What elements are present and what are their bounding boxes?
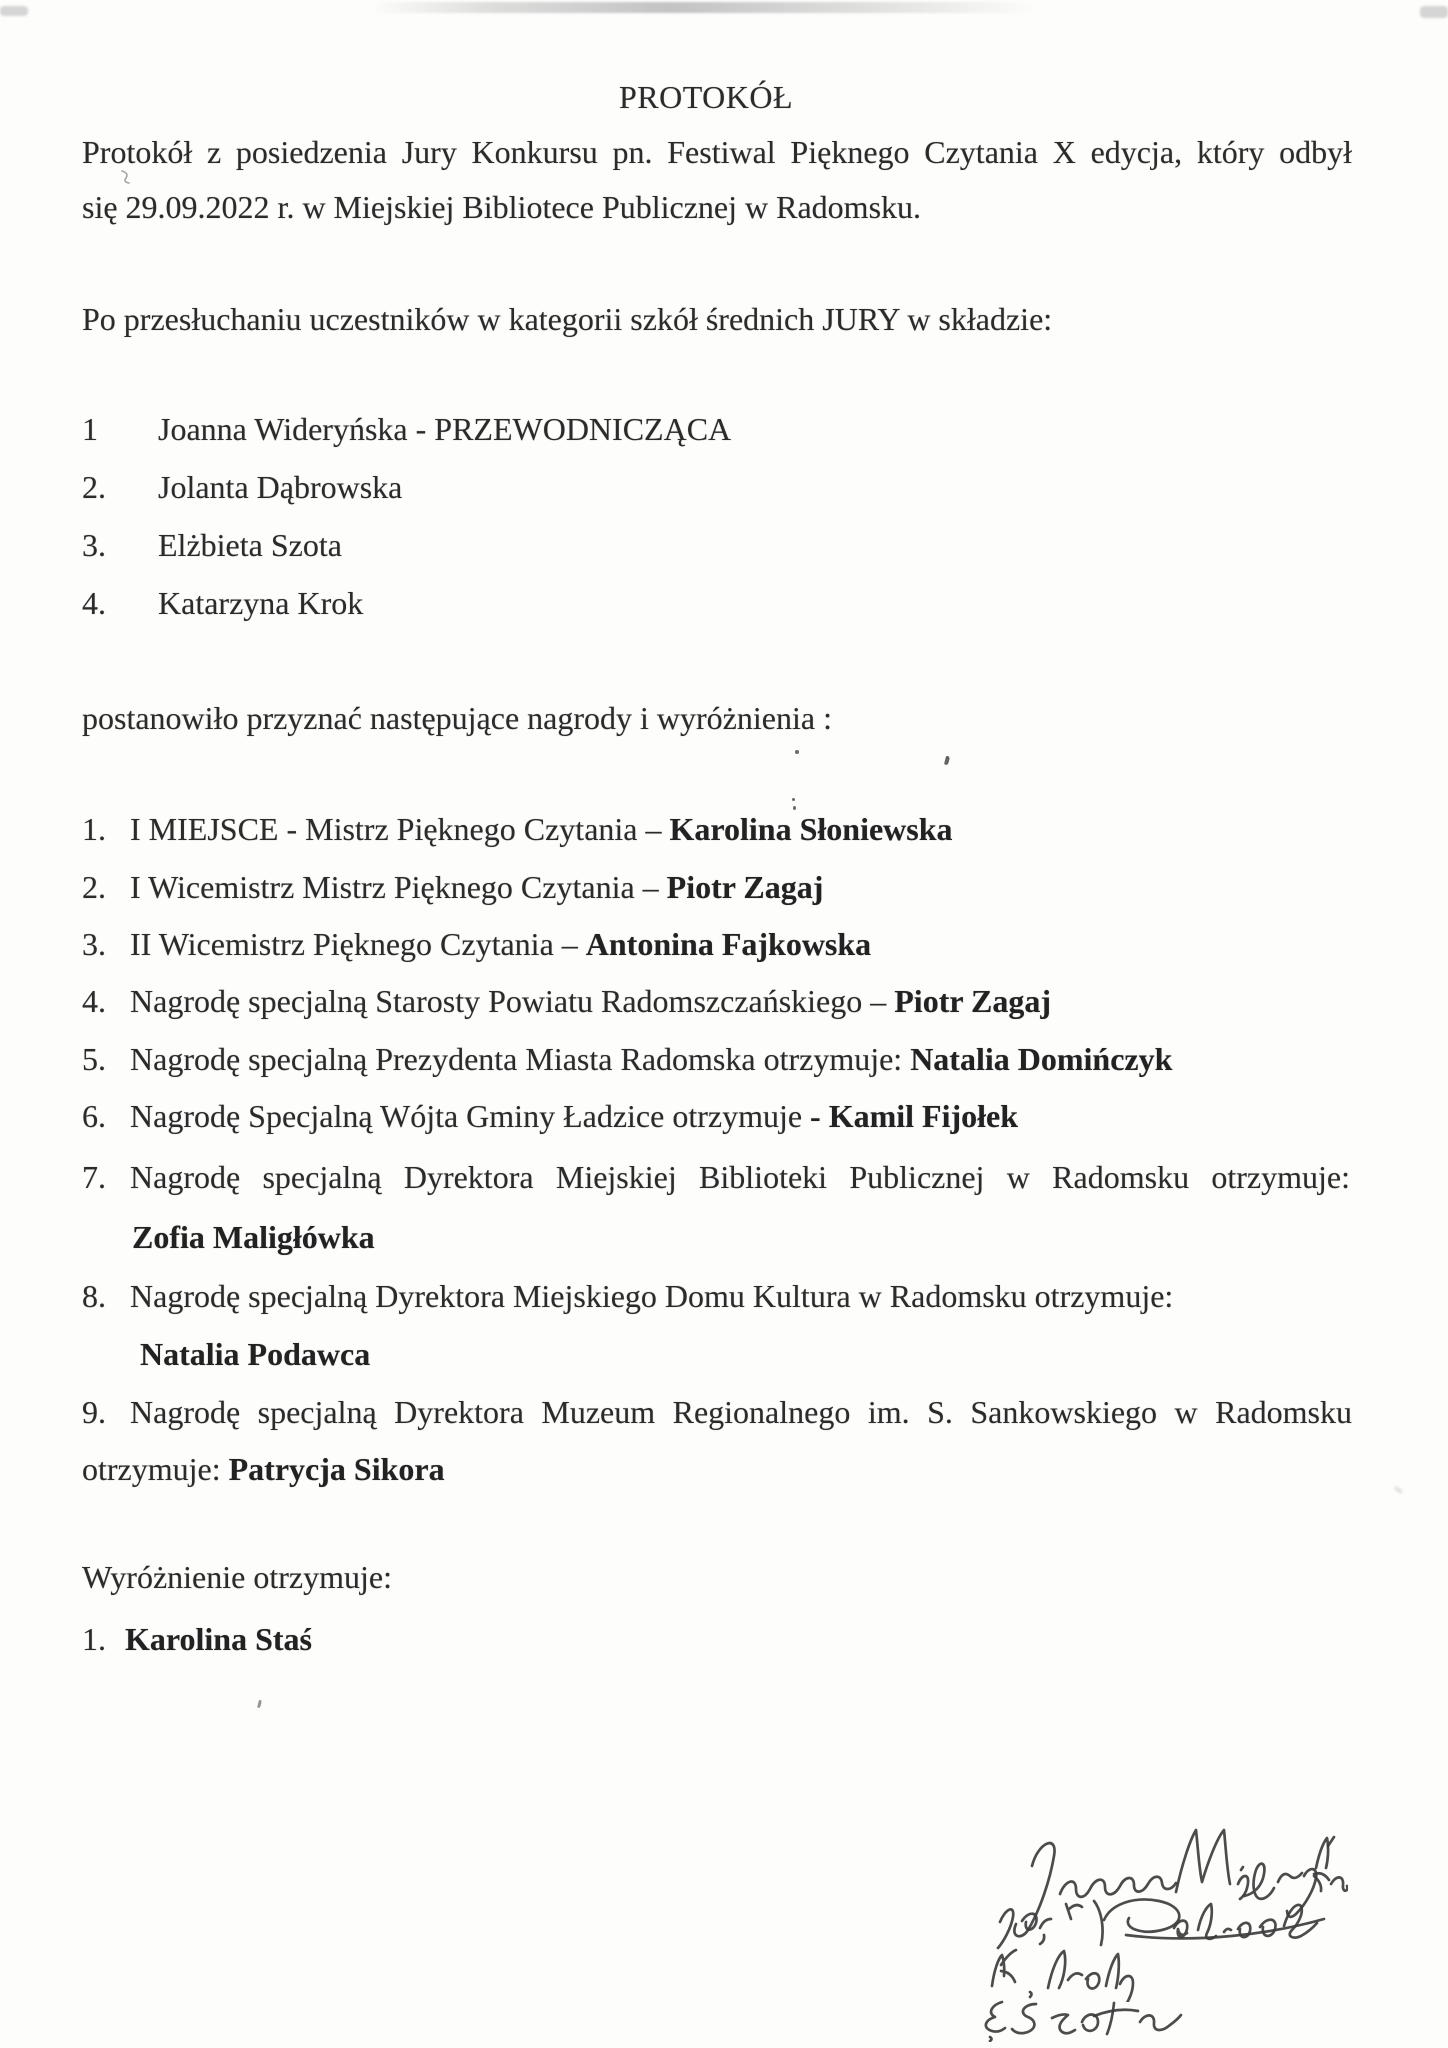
- award-text: otrzymuje:: [82, 1451, 229, 1487]
- jury-number: 1: [82, 411, 98, 447]
- award-winner: Zofia Maligłówka: [132, 1219, 375, 1255]
- award-text: I MIEJSCE - Mistrz Pięknego Czytania –: [130, 811, 670, 847]
- scan-speck-top-left: [0, 6, 28, 16]
- jury-item: [82, 468, 402, 506]
- award-winner-line: [132, 1218, 375, 1256]
- signature-e-szota: [978, 1992, 1198, 2042]
- scan-artifact-squiggle: [118, 168, 136, 184]
- award-winner-line: [140, 1335, 370, 1373]
- award-winner: Antonina Fajkowska: [585, 926, 872, 962]
- award-winner: Natalia Domińczyk: [910, 1041, 1173, 1077]
- award-winner: Piotr Zagaj: [894, 983, 1051, 1019]
- award-winner: - Kamil Fijołek: [810, 1098, 1019, 1134]
- award-text: Nagrodę specjalną Dyrektora Muzeum Regionalnego im. S. Sankowskiego w Radomsku: [130, 1394, 1352, 1430]
- award-item: [82, 810, 953, 848]
- award-winner-line: [82, 1450, 445, 1488]
- award-number: 5.: [82, 1041, 106, 1077]
- verdict-line: postanowiło przyznać następujące nagrody i wyróżnienia :: [82, 700, 832, 736]
- scan-artifact-dot: [795, 750, 799, 754]
- scan-speck-top-right: [1420, 6, 1448, 18]
- award-item: [82, 868, 823, 906]
- jury-number: 4.: [82, 585, 106, 621]
- scan-artifact-dot: [792, 798, 795, 801]
- award-item: [82, 1097, 1018, 1135]
- award-text: Nagrodę specjalną Starosty Powiatu Radomszczańskiego –: [130, 983, 895, 1019]
- jury-name: Jolanta Dąbrowska: [158, 469, 403, 505]
- award-text: Nagrodę specjalną Dyrektora Miejskiego Domu Kultura w Radomsku otrzymuje:: [130, 1278, 1174, 1314]
- award-text: II Wicemistrz Pięknego Czytania –: [130, 926, 586, 962]
- jury-item: [82, 584, 363, 622]
- scan-artifact-comma: [944, 756, 950, 766]
- award-item: [82, 982, 1051, 1020]
- award-winner: Piotr Zagaj: [666, 869, 824, 905]
- award-item: [82, 1158, 1350, 1205]
- award-number: 9.: [82, 1394, 106, 1430]
- award-number: 1.: [82, 811, 106, 847]
- award-item: [82, 925, 871, 963]
- distinction-item: [82, 1620, 312, 1658]
- award-text: Nagrodę specjalną Prezydenta Miasta Radomska otrzymuje:: [130, 1041, 911, 1077]
- jury-number: 3.: [82, 527, 106, 563]
- award-item: [82, 1393, 1352, 1440]
- distinction-heading: Wyróżnienie otrzymuje:: [82, 1559, 392, 1595]
- award-item: [82, 1040, 1172, 1078]
- jury-name: Katarzyna Krok: [158, 585, 364, 621]
- distinction-name: Karolina Staś: [125, 1621, 312, 1657]
- award-number: 3.: [82, 926, 106, 962]
- award-text: Nagrodę specjalną Dyrektora Miejskiej Biblioteki Publicznej w Radomsku otrzymuje:: [130, 1159, 1350, 1195]
- award-number: 7.: [82, 1159, 106, 1195]
- jury-name: Elżbieta Szota: [158, 527, 342, 563]
- scan-smudge-top: [370, 2, 1038, 13]
- signature-jolanta-dabrowska: [986, 1888, 1331, 1950]
- jury-heading: Po przesłuchaniu uczestników w kategorii szkół średnich JURY w składzie:: [82, 301, 1053, 337]
- distinction-number: 1.: [82, 1621, 106, 1657]
- jury-item: [82, 526, 342, 564]
- scan-speck-right: [1394, 1486, 1404, 1495]
- award-number: 4.: [82, 983, 106, 1019]
- intro-line-2: się 29.09.2022 r. w Miejskiej Bibliotece Publicznej w Radomsku.: [82, 189, 922, 225]
- jury-name: Joanna Wideryńska - PRZEWODNICZĄCA: [158, 411, 732, 447]
- award-winner: Natalia Podawca: [140, 1336, 371, 1372]
- jury-number: 2.: [82, 469, 106, 505]
- award-winner: Karolina Słoniewska: [669, 811, 953, 847]
- award-item: [82, 1277, 1173, 1315]
- award-winner: Patrycja Sikora: [228, 1451, 445, 1487]
- award-number: 8.: [82, 1278, 106, 1314]
- award-number: 6.: [82, 1098, 106, 1134]
- jury-item: [82, 410, 731, 448]
- page-title: PROTOKÓŁ: [618, 79, 794, 115]
- award-text: I Wicemistrz Mistrz Pięknego Czytania –: [130, 869, 667, 905]
- intro-line-1: Protokół z posiedzenia Jury Konkursu pn. Festiwal Pięknego Czytania X edycja, który odbył: [82, 134, 1352, 170]
- award-number: 2.: [82, 869, 106, 905]
- scan-artifact-comma: [257, 1700, 262, 1708]
- award-text: Nagrodę Specjalną Wójta Gminy Ładzice otrzymuje: [130, 1098, 811, 1134]
